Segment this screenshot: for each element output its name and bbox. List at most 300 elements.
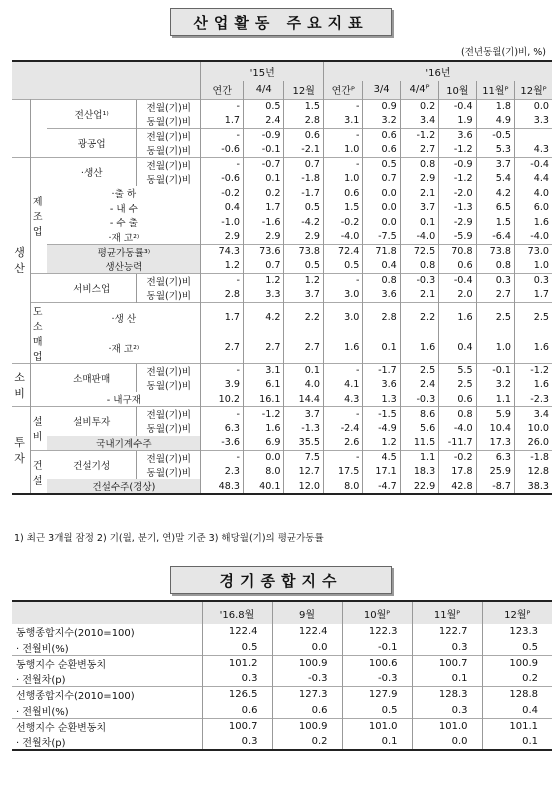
value-cell: 0.5: [284, 201, 323, 216]
table-row: [12, 363, 552, 378]
comp-value-cell: 0.1: [412, 671, 482, 687]
header-col-1: 4/4: [244, 81, 284, 99]
value-cell: 5.9: [476, 407, 514, 422]
value-cell: -: [201, 407, 244, 422]
table-row: [12, 157, 552, 172]
value-cell: 2.2: [284, 302, 323, 333]
value-cell: 2.7: [400, 143, 438, 158]
comp-value-cell: 101.1: [482, 718, 552, 734]
value-cell: -4.7: [363, 479, 400, 494]
value-cell: 6.5: [476, 201, 514, 216]
comp-value-cell: 122.4: [272, 624, 342, 640]
table-row: [12, 671, 552, 687]
value-cell: 11.5: [400, 436, 438, 451]
value-cell: 0.0: [363, 215, 400, 230]
value-cell: 4.1: [323, 378, 362, 393]
value-cell: 1.2: [244, 273, 284, 288]
row-label: - 수 출: [109, 218, 138, 230]
value-cell: 74.3: [201, 244, 244, 259]
header-col-5: 4/4ᴾ: [400, 81, 438, 99]
value-cell: 5.5: [439, 363, 476, 378]
value-cell: -0.4: [439, 99, 476, 114]
comp-value-cell: 127.9: [342, 687, 412, 703]
value-cell: 2.5: [439, 378, 476, 393]
value-cell: 0.8: [439, 407, 476, 422]
row-label: - 내구재: [106, 395, 142, 406]
value-cell: -2.4: [323, 421, 362, 436]
row-sublabel: 전월(기)비: [137, 363, 201, 378]
value-cell: 0.8: [400, 157, 438, 172]
value-cell: -1.2: [439, 172, 476, 187]
value-cell: 0.6: [439, 259, 476, 274]
value-cell: 3.3: [244, 288, 284, 303]
value-cell: 16.1: [244, 392, 284, 407]
value-cell: -0.1: [244, 143, 284, 158]
comp-value-cell: 101.0: [342, 718, 412, 734]
value-cell: 17.3: [476, 436, 514, 451]
value-cell: 71.8: [363, 244, 400, 259]
value-cell: -0.7: [244, 157, 284, 172]
row-label: 서비스업: [47, 273, 136, 302]
comp-value-cell: 0.0: [272, 640, 342, 656]
row-label: 건설수주(경상): [47, 479, 201, 494]
value-cell: 0.6: [323, 186, 362, 201]
table-row: [12, 624, 552, 640]
value-cell: 12.0: [284, 479, 323, 494]
value-cell: 0.3: [476, 273, 514, 288]
value-cell: -1.6: [244, 215, 284, 230]
value-cell: 6.0: [514, 201, 552, 216]
value-cell: 1.0: [323, 143, 362, 158]
row-sublabel: 전월(기)비: [137, 407, 201, 422]
comp-value-cell: 128.3: [412, 687, 482, 703]
table-row: [12, 640, 552, 656]
value-cell: 0.0: [244, 450, 284, 465]
comp-value-cell: 0.5: [482, 640, 552, 656]
value-cell: 1.6: [514, 378, 552, 393]
value-cell: -0.3: [400, 392, 438, 407]
value-cell: 3.1: [244, 363, 284, 378]
value-cell: 3.3: [514, 114, 552, 129]
value-cell: [514, 128, 552, 143]
row-sublabel: 동월(기)비: [137, 378, 201, 393]
table-row: [12, 392, 552, 407]
comp-header-col-1: 9월: [272, 601, 342, 624]
row-sublabel: 동월(기)비: [137, 421, 201, 436]
value-cell: 72.5: [400, 244, 438, 259]
value-cell: 1.1: [476, 392, 514, 407]
comp-value-cell: 122.3: [342, 624, 412, 640]
value-cell: 6.3: [476, 450, 514, 465]
table-row: [12, 687, 552, 703]
subgroup-label: 설비: [31, 407, 48, 451]
comp-value-cell: 0.3: [412, 640, 482, 656]
row-sublabel: 동월(기)비: [137, 172, 201, 187]
value-cell: 4.3: [514, 143, 552, 158]
value-cell: -3.6: [201, 436, 244, 451]
value-cell: -0.5: [476, 128, 514, 143]
comp-value-cell: 0.3: [202, 734, 272, 750]
value-cell: -: [323, 128, 362, 143]
value-cell: 73.8: [476, 244, 514, 259]
value-cell: -11.7: [439, 436, 476, 451]
table-row: [12, 436, 552, 451]
value-cell: 0.5: [363, 157, 400, 172]
value-cell: 48.3: [201, 479, 244, 494]
table-row: [12, 273, 552, 288]
value-cell: 8.0: [323, 479, 362, 494]
table-row: [12, 655, 552, 671]
table-row: [12, 479, 552, 494]
value-cell: 3.1: [323, 114, 362, 129]
group-label: [12, 99, 31, 157]
comp-value-cell: 122.4: [202, 624, 272, 640]
value-cell: 2.7: [244, 333, 284, 364]
value-cell: -0.1: [476, 363, 514, 378]
header-col-6: 10월: [439, 81, 476, 99]
comp-row-label: · 전월비(%): [16, 643, 69, 655]
value-cell: 0.8: [476, 259, 514, 274]
value-cell: -0.2: [323, 215, 362, 230]
table-row: [12, 128, 552, 143]
row-label: 광공업: [47, 128, 136, 157]
value-cell: 2.9: [284, 230, 323, 245]
value-cell: 0.6: [439, 392, 476, 407]
value-cell: -5.9: [439, 230, 476, 245]
value-cell: -4.0: [439, 421, 476, 436]
value-cell: 0.1: [400, 215, 438, 230]
value-cell: 0.7: [284, 157, 323, 172]
value-cell: -4.0: [400, 230, 438, 245]
value-cell: 2.1: [400, 186, 438, 201]
value-cell: -: [323, 450, 362, 465]
indicator-table: [12, 60, 552, 495]
comp-value-cell: 0.3: [202, 671, 272, 687]
value-cell: 3.4: [400, 114, 438, 129]
value-cell: 4.0: [514, 186, 552, 201]
value-cell: 3.2: [476, 378, 514, 393]
comp-value-cell: 126.5: [202, 687, 272, 703]
value-cell: -1.8: [514, 450, 552, 465]
header-col-0: 연간: [201, 81, 244, 99]
value-cell: 1.5: [323, 201, 362, 216]
comp-value-cell: 0.1: [342, 734, 412, 750]
header-year-2015: '15년: [201, 61, 324, 81]
comp-row-label: 동행지수 순환변동치: [12, 655, 202, 671]
table-row: [12, 186, 552, 201]
value-cell: 0.7: [363, 172, 400, 187]
value-cell: 4.2: [244, 302, 284, 333]
value-cell: 3.7: [476, 157, 514, 172]
value-cell: 3.0: [323, 302, 362, 333]
value-cell: 3.0: [323, 288, 362, 303]
value-cell: -: [201, 157, 244, 172]
value-cell: -4.0: [514, 230, 552, 245]
row-sublabel: 동월(기)비: [137, 465, 201, 480]
value-cell: 1.0: [323, 172, 362, 187]
comp-value-cell: 100.6: [342, 655, 412, 671]
table-row: [12, 99, 552, 114]
value-cell: 1.6: [400, 333, 438, 364]
value-cell: -: [323, 99, 362, 114]
value-cell: 4.3: [323, 392, 362, 407]
value-cell: 0.2: [244, 186, 284, 201]
comp-value-cell: 0.5: [342, 702, 412, 718]
value-cell: 1.7: [244, 201, 284, 216]
value-cell: 1.9: [439, 114, 476, 129]
value-cell: 0.4: [439, 333, 476, 364]
value-cell: 2.6: [323, 436, 362, 451]
comp-value-cell: 127.3: [272, 687, 342, 703]
value-cell: 3.2: [363, 114, 400, 129]
value-cell: 2.5: [476, 302, 514, 333]
row-label: ·출 하: [111, 189, 137, 201]
comp-row-label: 선행종합지수(2010=100): [12, 687, 202, 703]
value-cell: -2.1: [284, 143, 323, 158]
subgroup-label: 도소매업: [31, 302, 48, 363]
value-cell: -0.4: [514, 157, 552, 172]
value-cell: -7.5: [363, 230, 400, 245]
header-col-2: 12월: [284, 81, 323, 99]
value-cell: 0.1: [363, 333, 400, 364]
value-cell: 0.0: [363, 186, 400, 201]
value-cell: -1.5: [363, 407, 400, 422]
value-cell: 8.6: [400, 407, 438, 422]
value-cell: 2.4: [400, 378, 438, 393]
comp-value-cell: 0.0: [412, 734, 482, 750]
comp-row-label: 선행지수 순환변동치: [12, 718, 202, 734]
value-cell: 1.7: [514, 288, 552, 303]
comp-value-cell: 0.5: [202, 640, 272, 656]
comp-value-cell: 128.8: [482, 687, 552, 703]
value-cell: 1.5: [476, 215, 514, 230]
value-cell: 4.0: [284, 378, 323, 393]
value-cell: -0.6: [201, 172, 244, 187]
value-cell: 73.6: [244, 244, 284, 259]
value-cell: -: [323, 273, 362, 288]
value-cell: -: [323, 407, 362, 422]
value-cell: 0.1: [284, 363, 323, 378]
value-cell: 12.7: [284, 465, 323, 480]
value-cell: 3.7: [284, 288, 323, 303]
value-cell: 0.3: [514, 273, 552, 288]
value-cell: -2.0: [439, 186, 476, 201]
table-row: [12, 244, 552, 259]
value-cell: -1.2: [244, 407, 284, 422]
value-cell: 2.5: [400, 363, 438, 378]
value-cell: 3.7: [400, 201, 438, 216]
value-cell: 1.7: [201, 302, 244, 333]
value-cell: 3.4: [514, 407, 552, 422]
value-cell: -2.9: [439, 215, 476, 230]
row-label: 건설기성: [47, 450, 136, 479]
comp-value-cell: 122.7: [412, 624, 482, 640]
value-cell: -0.9: [439, 157, 476, 172]
value-cell: 0.2: [400, 99, 438, 114]
value-cell: 22.9: [400, 479, 438, 494]
value-cell: 0.5: [284, 259, 323, 274]
value-cell: 1.3: [363, 392, 400, 407]
header-col-4: 3/4: [363, 81, 400, 99]
comp-value-cell: 0.4: [482, 702, 552, 718]
comp-row-label: · 전월차(p): [16, 675, 66, 687]
table-row: [12, 718, 552, 734]
value-cell: -0.4: [439, 273, 476, 288]
value-cell: 1.0: [476, 333, 514, 364]
composite-index-table: [12, 600, 552, 751]
unit-label: (전년동월(기)비, %): [461, 47, 546, 58]
value-cell: 0.5: [244, 99, 284, 114]
value-cell: 6.3: [201, 421, 244, 436]
value-cell: 26.0: [514, 436, 552, 451]
value-cell: -1.7: [284, 186, 323, 201]
composite-index-title: 경기종합지수: [170, 566, 392, 594]
comp-row-label: · 전월차(p): [16, 737, 66, 749]
value-cell: 2.5: [514, 302, 552, 333]
value-cell: 2.7: [284, 333, 323, 364]
value-cell: -4.2: [284, 215, 323, 230]
value-cell: 2.7: [201, 333, 244, 364]
row-label: 전산업¹⁾: [47, 99, 136, 128]
value-cell: -: [201, 273, 244, 288]
value-cell: 1.5: [284, 99, 323, 114]
table-row: [12, 302, 552, 333]
value-cell: 1.6: [323, 333, 362, 364]
value-cell: -: [323, 157, 362, 172]
comp-value-cell: 100.9: [272, 718, 342, 734]
comp-value-cell: 100.7: [412, 655, 482, 671]
value-cell: 0.4: [363, 259, 400, 274]
value-cell: -1.2: [439, 143, 476, 158]
value-cell: 1.2: [363, 436, 400, 451]
value-cell: 38.3: [514, 479, 552, 494]
value-cell: 1.1: [400, 450, 438, 465]
table-row: [12, 215, 552, 230]
value-cell: -0.9: [244, 128, 284, 143]
value-cell: 73.8: [284, 244, 323, 259]
value-cell: 0.1: [244, 172, 284, 187]
value-cell: 3.9: [201, 378, 244, 393]
value-cell: 0.4: [201, 201, 244, 216]
table-row: [12, 230, 552, 245]
value-cell: 0.6: [363, 128, 400, 143]
value-cell: 18.3: [400, 465, 438, 480]
value-cell: 2.8: [363, 302, 400, 333]
row-label: 설비투자: [47, 407, 136, 436]
value-cell: -8.7: [476, 479, 514, 494]
header-col-3: 연간ᴾ: [323, 81, 362, 99]
value-cell: -1.2: [514, 363, 552, 378]
table-row: [12, 407, 552, 422]
comp-value-cell: -0.3: [272, 671, 342, 687]
value-cell: 8.0: [244, 465, 284, 480]
subgroup-label: [31, 273, 48, 302]
comp-header-col-2: 10월ᴾ: [342, 601, 412, 624]
value-cell: 0.5: [323, 259, 362, 274]
value-cell: -: [201, 450, 244, 465]
group-label: 생산: [12, 157, 31, 363]
value-cell: 17.1: [363, 465, 400, 480]
value-cell: 10.2: [201, 392, 244, 407]
value-cell: 17.8: [439, 465, 476, 480]
comp-value-cell: 100.7: [202, 718, 272, 734]
value-cell: -1.3: [284, 421, 323, 436]
value-cell: 1.6: [439, 302, 476, 333]
value-cell: 12.8: [514, 465, 552, 480]
row-label: ·생산: [47, 157, 136, 186]
value-cell: -: [323, 363, 362, 378]
value-cell: 3.6: [363, 288, 400, 303]
header-year-2016: '16년: [323, 61, 552, 81]
comp-row-label: 동행종합지수(2010=100): [16, 628, 135, 640]
value-cell: 14.4: [284, 392, 323, 407]
table-row: [12, 734, 552, 750]
table-row: [12, 259, 552, 274]
subgroup-label: [31, 363, 48, 407]
comp-value-cell: -0.1: [342, 640, 412, 656]
value-cell: 3.6: [439, 128, 476, 143]
value-cell: 0.0: [363, 201, 400, 216]
comp-value-cell: 0.3: [412, 702, 482, 718]
value-cell: 0.0: [514, 99, 552, 114]
row-sublabel: 동월(기)비: [137, 143, 201, 158]
value-cell: -: [201, 363, 244, 378]
row-label: - 내 수: [109, 203, 138, 215]
value-cell: 1.0: [514, 259, 552, 274]
value-cell: 2.2: [400, 302, 438, 333]
row-sublabel: 동월(기)비: [137, 114, 201, 129]
value-cell: -1.7: [363, 363, 400, 378]
row-label: 국내기계수주: [47, 436, 201, 451]
row-label: 평균가동률³⁾: [47, 244, 201, 259]
comp-value-cell: -0.3: [342, 671, 412, 687]
value-cell: 2.7: [476, 288, 514, 303]
value-cell: 2.9: [201, 230, 244, 245]
row-label: ·재 고²⁾: [108, 232, 140, 244]
comp-value-cell: 101.0: [412, 718, 482, 734]
comp-value-cell: 101.2: [202, 655, 272, 671]
value-cell: 5.3: [476, 143, 514, 158]
value-cell: 5.6: [400, 421, 438, 436]
value-cell: -: [201, 128, 244, 143]
table-row: [12, 201, 552, 216]
value-cell: 1.2: [284, 273, 323, 288]
comp-value-cell: 0.6: [272, 702, 342, 718]
value-cell: 1.6: [514, 333, 552, 364]
value-cell: 1.6: [514, 215, 552, 230]
value-cell: 0.6: [363, 143, 400, 158]
value-cell: 42.8: [439, 479, 476, 494]
row-sublabel: 전월(기)비: [137, 128, 201, 143]
value-cell: 4.2: [476, 186, 514, 201]
group-label: 소비: [12, 363, 31, 407]
value-cell: 2.9: [400, 172, 438, 187]
comp-value-cell: 100.9: [482, 655, 552, 671]
comp-value-cell: 0.2: [272, 734, 342, 750]
value-cell: 1.2: [201, 259, 244, 274]
comp-value-cell: 100.9: [272, 655, 342, 671]
value-cell: 2.3: [201, 465, 244, 480]
value-cell: 4.5: [363, 450, 400, 465]
value-cell: 2.8: [284, 114, 323, 129]
value-cell: -1.3: [439, 201, 476, 216]
value-cell: 4.9: [476, 114, 514, 129]
comp-value-cell: 0.2: [482, 671, 552, 687]
value-cell: -0.2: [201, 186, 244, 201]
value-cell: 2.1: [400, 288, 438, 303]
value-cell: 6.1: [244, 378, 284, 393]
table-row: [12, 702, 552, 718]
